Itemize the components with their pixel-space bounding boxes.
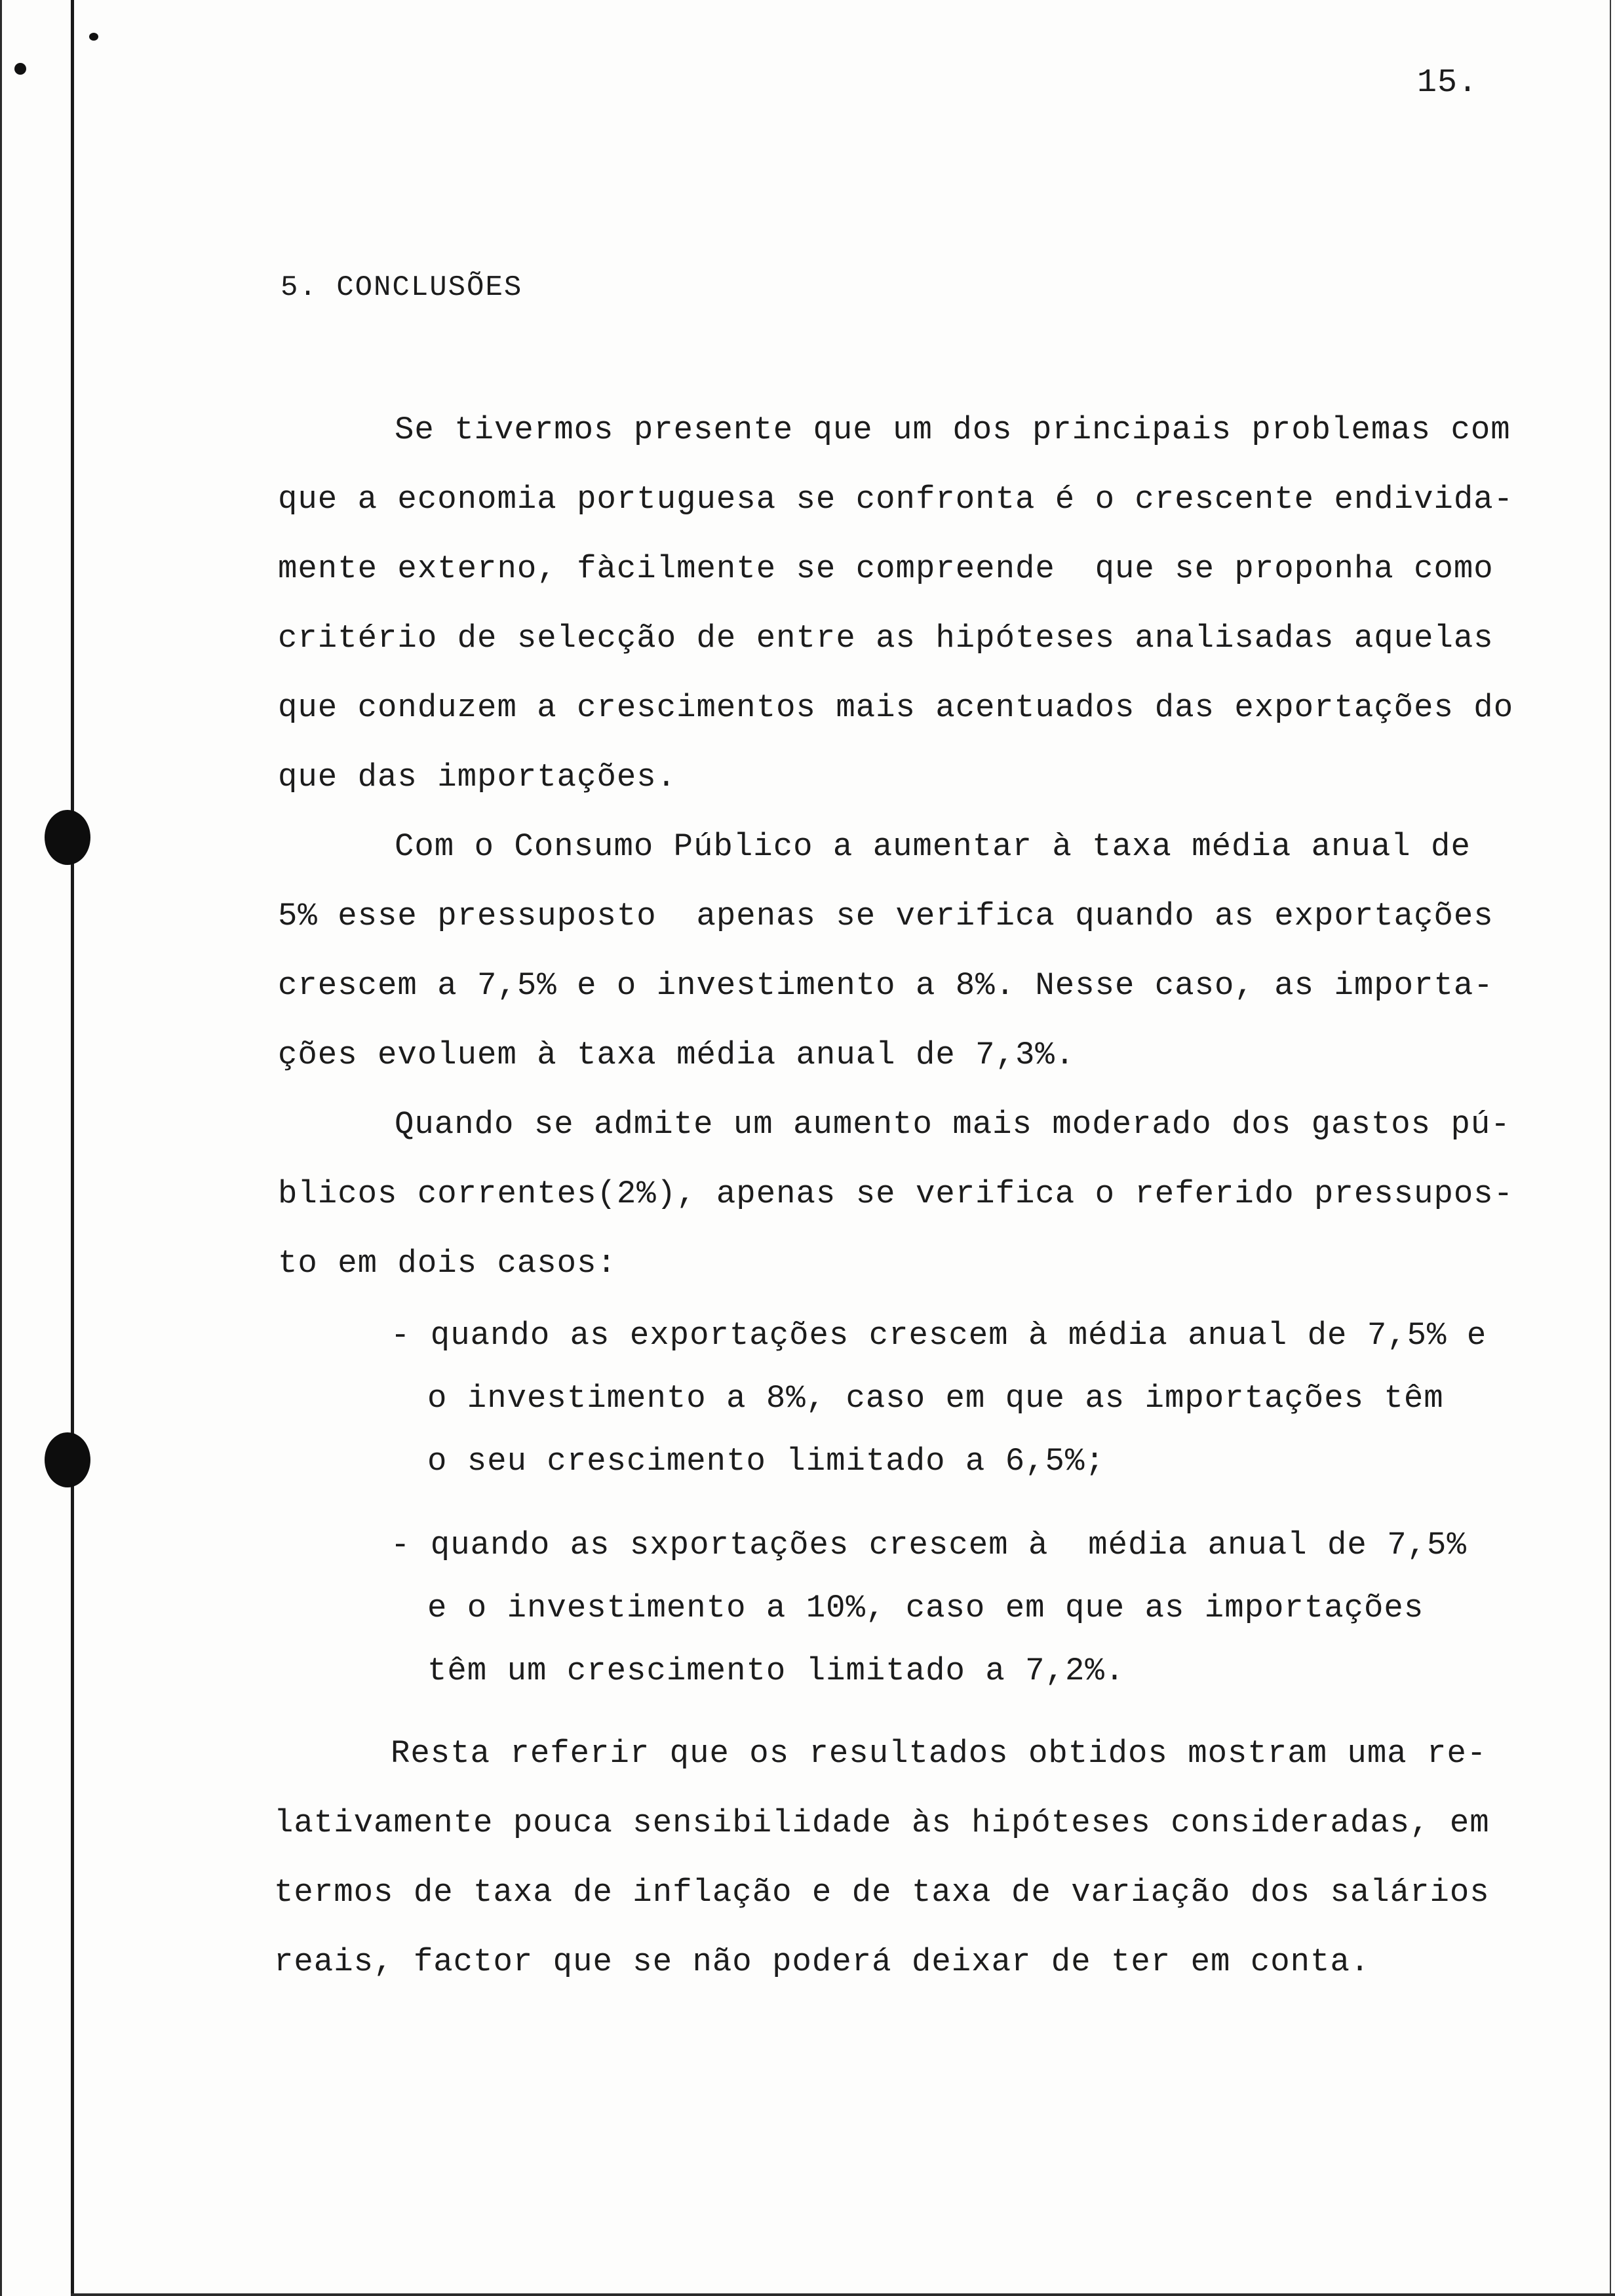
- binder-margin-line: [71, 0, 74, 2296]
- paragraph-line: que das importações.: [278, 759, 677, 795]
- ink-speck: [89, 33, 98, 41]
- list-item-line: têm um crescimento limitado a 7,2%.: [427, 1653, 1125, 1689]
- page-number: 15.: [1417, 64, 1479, 102]
- punch-hole-icon: [45, 1432, 90, 1487]
- paragraph-line: que a economia portuguesa se confronta é o crescente endivida-: [278, 481, 1514, 518]
- punch-hole-icon: [45, 810, 90, 865]
- list-item-line: - quando as sxportações crescem à média anual de 7,5%: [391, 1527, 1467, 1563]
- paragraph-line: Resta referir que os resultados obtidos mostram uma re-: [391, 1735, 1487, 1772]
- ink-speck: [14, 63, 26, 75]
- paragraph-line: crescem a 7,5% e o investimento a 8%. Nesse caso, as importa-: [278, 967, 1494, 1004]
- paragraph-line: lativamente pouca sensibilidade às hipóteses consideradas, em: [274, 1805, 1490, 1841]
- paragraph-line: Com o Consumo Público a aumentar à taxa média anual de: [395, 828, 1471, 865]
- paragraph-line: que conduzem a crescimentos mais acentuados das exportações do: [278, 689, 1514, 726]
- paragraph-line: mente externo, fàcilmente se compreende que se proponha como: [278, 550, 1494, 587]
- section-heading: 5. CONCLUSÕES: [281, 271, 523, 304]
- list-item-line: o seu crescimento limitado a 6,5%;: [427, 1443, 1105, 1480]
- paragraph-line: termos de taxa de inflação e de taxa de variação dos salários: [274, 1874, 1490, 1911]
- list-item-line: - quando as exportações crescem à média anual de 7,5% e: [391, 1317, 1487, 1354]
- paragraph-line: blicos correntes(2%), apenas se verifica o referido pressupos-: [278, 1176, 1514, 1212]
- scan-right-edge: [1610, 0, 1611, 2296]
- scan-bottom-edge: [71, 2293, 1615, 2296]
- paragraph-line: critério de selecção de entre as hipóteses analisadas aquelas: [278, 620, 1494, 657]
- scan-left-edge: [0, 0, 2, 2296]
- list-item-line: e o investimento a 10%, caso em que as importações: [427, 1590, 1424, 1626]
- paragraph-line: to em dois casos:: [278, 1245, 617, 1282]
- paragraph-line: Se tivermos presente que um dos principais problemas com: [395, 411, 1511, 448]
- paragraph-line: 5% esse pressuposto apenas se verifica quando as exportações: [278, 898, 1494, 934]
- paragraph-line: reais, factor que se não poderá deixar de ter em conta.: [274, 1943, 1371, 1980]
- paragraph-line: ções evoluem à taxa média anual de 7,3%.: [278, 1037, 1076, 1073]
- list-item-line: o investimento a 8%, caso em que as importações têm: [427, 1380, 1444, 1417]
- paragraph-line: Quando se admite um aumento mais moderado dos gastos pú-: [395, 1106, 1511, 1143]
